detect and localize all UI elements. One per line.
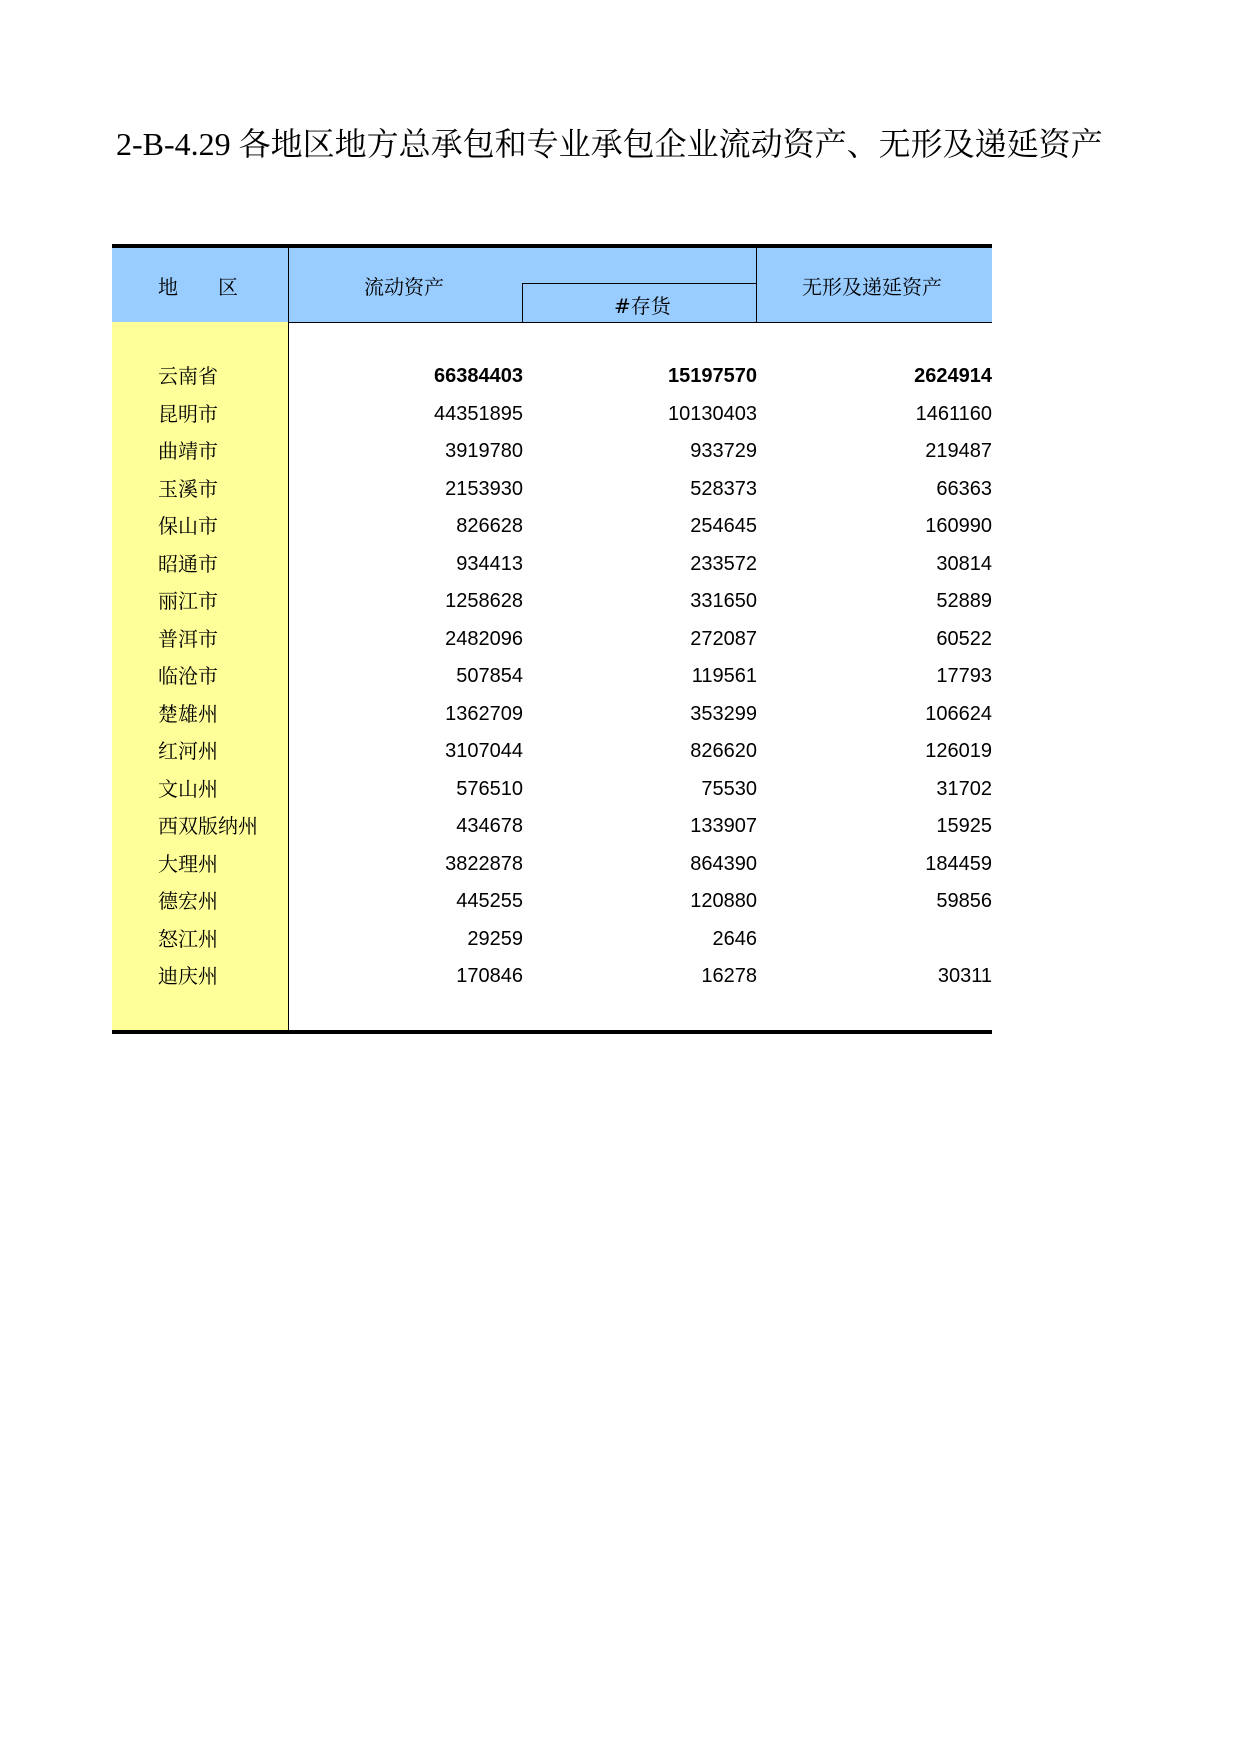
table-row xyxy=(112,583,992,620)
table-row xyxy=(112,433,992,470)
intangible-value: 1461160 xyxy=(915,402,992,425)
table-bottom-rule xyxy=(112,1030,992,1034)
data-table xyxy=(112,244,992,1034)
current-assets-value: 29259 xyxy=(467,927,523,950)
intangible-value: 60522 xyxy=(936,627,992,650)
intangible-value: 126019 xyxy=(925,740,992,762)
inventory-value: 353299 xyxy=(690,702,757,725)
table-row xyxy=(112,696,992,733)
inventory-value: 826620 xyxy=(690,740,757,762)
table-row xyxy=(112,771,992,808)
table-row xyxy=(112,958,992,995)
inventory-value: 119561 xyxy=(691,665,757,687)
inventory-value: 75530 xyxy=(701,777,757,800)
inventory-value: 133907 xyxy=(690,815,757,837)
header-divider xyxy=(522,283,523,322)
table-row xyxy=(112,921,992,958)
inventory-value: 528373 xyxy=(690,477,757,500)
header-inventory: #存货 xyxy=(614,294,671,318)
current-assets-value: 66384403 xyxy=(434,365,523,387)
current-assets-value: 2153930 xyxy=(445,477,523,500)
intangible-value: 30814 xyxy=(936,552,992,575)
region-name: 云南省 xyxy=(158,364,218,388)
inventory-value: 254645 xyxy=(690,515,757,537)
region-name: 昭通市 xyxy=(158,551,218,576)
region-name: 文山州 xyxy=(158,776,218,801)
header-subrule xyxy=(522,283,756,284)
inventory-value: 272087 xyxy=(690,627,757,650)
region-name: 迪庆州 xyxy=(158,964,218,988)
table-row xyxy=(112,733,992,770)
inventory-value: 331650 xyxy=(690,590,757,612)
intangible-value: 2624914 xyxy=(914,365,992,387)
table-row xyxy=(112,846,992,883)
inventory-value: 233572 xyxy=(690,552,757,575)
intangible-value: 59856 xyxy=(936,890,992,912)
current-assets-value: 934413 xyxy=(456,552,523,575)
current-assets-value: 3107044 xyxy=(445,740,523,762)
table-row xyxy=(112,883,992,920)
region-name: 怒江州 xyxy=(158,926,218,951)
region-name: 临沧市 xyxy=(158,664,218,688)
current-assets-value: 170846 xyxy=(456,965,523,987)
intangible-value: 160990 xyxy=(925,515,992,537)
intangible-value: 15925 xyxy=(936,815,992,837)
current-assets-value: 1362709 xyxy=(445,702,523,725)
header-region: 地 区 xyxy=(158,275,238,299)
intangible-value: 106624 xyxy=(925,702,992,725)
current-assets-value: 3822878 xyxy=(445,852,523,875)
region-name: 普洱市 xyxy=(158,626,218,651)
inventory-value: 120880 xyxy=(690,890,757,912)
table-row xyxy=(112,658,992,695)
region-name: 玉溪市 xyxy=(158,476,218,501)
inventory-value: 10130403 xyxy=(668,402,757,425)
intangible-value: 184459 xyxy=(925,852,992,875)
intangible-value: 31702 xyxy=(936,777,992,800)
region-name: 大理州 xyxy=(158,851,218,876)
table-row xyxy=(112,508,992,545)
intangible-value: 52889 xyxy=(936,590,992,612)
header-current-assets: 流动资产 xyxy=(364,275,444,299)
current-assets-value: 434678 xyxy=(456,815,523,837)
current-assets-value: 1258628 xyxy=(445,590,523,612)
table-row xyxy=(112,358,992,395)
inventory-value: 15197570 xyxy=(668,365,757,387)
table-row xyxy=(112,471,992,508)
intangible-value: 66363 xyxy=(936,477,992,500)
region-name: 德宏州 xyxy=(158,889,218,913)
inventory-value: 16278 xyxy=(701,965,757,987)
region-name: 保山市 xyxy=(158,514,218,538)
current-assets-value: 44351895 xyxy=(434,402,523,425)
region-name: 西双版纳州 xyxy=(158,814,258,838)
header-intangible: 无形及递延资产 xyxy=(802,275,942,299)
intangible-value: 219487 xyxy=(925,440,992,462)
current-assets-value: 445255 xyxy=(456,890,523,912)
inventory-value: 933729 xyxy=(690,440,757,462)
page-title: 2-B-4.29 各地区地方总承包和专业承包企业流动资产、无形及递延资产 xyxy=(116,126,1103,162)
current-assets-value: 3919780 xyxy=(445,440,523,462)
inventory-value: 864390 xyxy=(690,852,757,875)
table-row xyxy=(112,621,992,658)
header-divider xyxy=(756,248,757,322)
region-name: 丽江市 xyxy=(158,589,218,613)
current-assets-value: 507854 xyxy=(456,665,523,687)
region-name: 红河州 xyxy=(158,739,218,763)
current-assets-value: 2482096 xyxy=(445,627,523,650)
region-name: 昆明市 xyxy=(158,401,218,426)
table-row xyxy=(112,808,992,845)
current-assets-value: 576510 xyxy=(456,777,523,800)
region-name: 曲靖市 xyxy=(158,439,218,463)
intangible-value: 30311 xyxy=(937,965,992,987)
table-row xyxy=(112,396,992,433)
current-assets-value: 826628 xyxy=(456,515,523,537)
table-row xyxy=(112,546,992,583)
region-name: 楚雄州 xyxy=(158,701,218,726)
inventory-value: 2646 xyxy=(712,927,757,950)
intangible-value: 17793 xyxy=(936,665,992,687)
